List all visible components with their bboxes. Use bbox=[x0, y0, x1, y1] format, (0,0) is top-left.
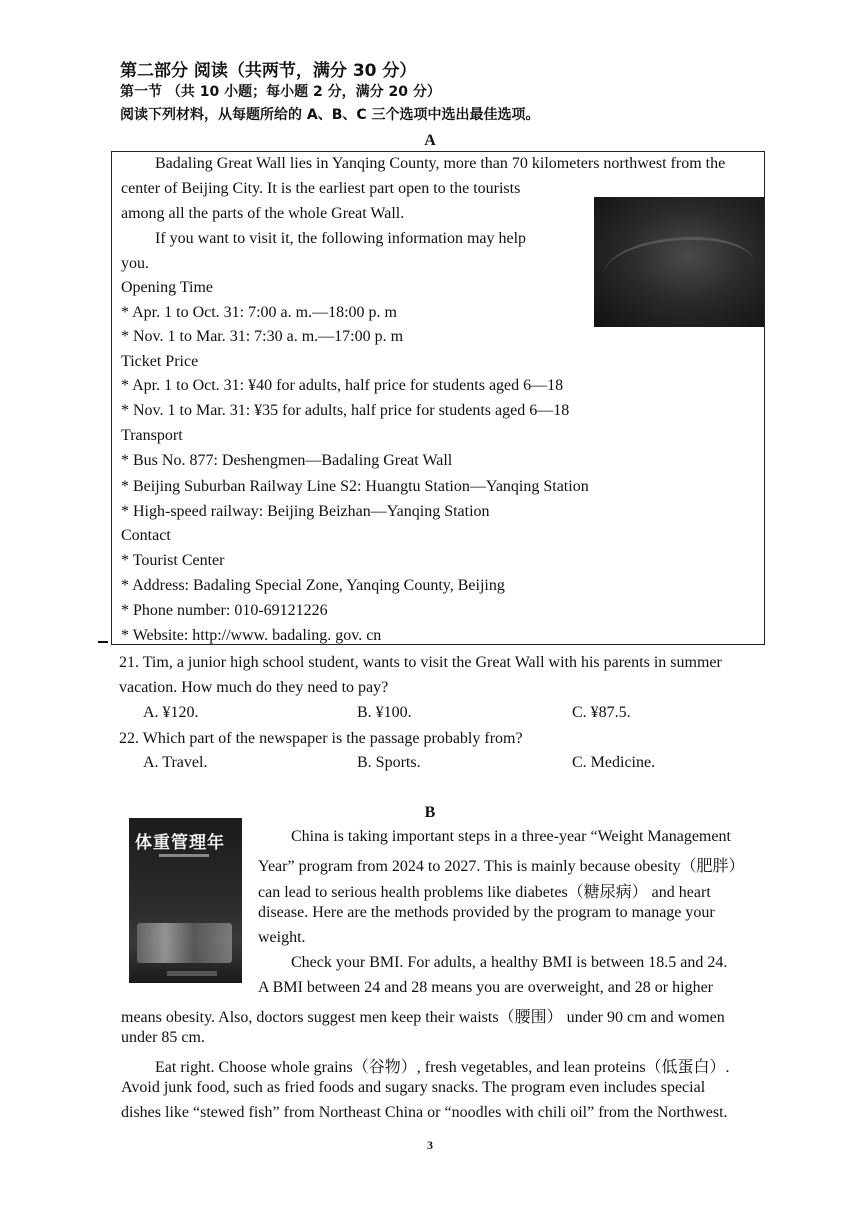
opening-time-item: * Apr. 1 to Oct. 31: 7:00 a. m.—18:00 p. m bbox=[121, 304, 397, 321]
question-21-option-c: C. ¥87.5. bbox=[572, 704, 631, 721]
contact-item: * Tourist Center bbox=[121, 552, 225, 569]
page-number: 3 bbox=[427, 1138, 433, 1152]
ticket-price-item: * Nov. 1 to Mar. 31: ¥35 for adults, half price for students aged 6—18 bbox=[121, 402, 570, 419]
instructions: 阅读下列材料，从每题所给的 A、B、C 三个选项中选出最佳选项。 bbox=[120, 107, 540, 123]
transport-item: * High-speed railway: Beijing Beizhan—Yanqing Station bbox=[121, 503, 490, 520]
passage-b-line: A BMI between 24 and 28 means you are overweight, and 28 or higher bbox=[258, 979, 713, 996]
passage-b-line: disease. Here are the methods provided by the program to manage your bbox=[258, 904, 715, 921]
contact-item: * Website: http://www. badaling. gov. cn bbox=[121, 627, 382, 644]
contact-heading: Contact bbox=[121, 527, 171, 544]
passage-b-label: B bbox=[424, 804, 436, 821]
passage-a-line: Badaling Great Wall lies in Yanqing County, more than 70 kilometers northwest from the bbox=[155, 155, 726, 172]
passage-a-line: center of Beijing City. It is the earliest part open to the tourists bbox=[121, 180, 521, 197]
passage-b-line: Avoid junk food, such as fried foods and sugary snacks. The program even includes special bbox=[121, 1079, 706, 1096]
great-wall-photo bbox=[594, 197, 764, 327]
transport-heading: Transport bbox=[121, 427, 183, 444]
poster-title: 体重管理年 bbox=[135, 833, 225, 853]
contact-item: * Phone number: 010-69121226 bbox=[121, 602, 328, 619]
transport-item: * Beijing Suburban Railway Line S2: Huangtu Station—Yanqing Station bbox=[121, 478, 589, 495]
passage-b-line: under 85 cm. bbox=[121, 1029, 205, 1046]
contact-item: * Address: Badaling Special Zone, Yanqing County, Beijing bbox=[121, 577, 505, 594]
question-22-option-a: A. Travel. bbox=[143, 754, 208, 771]
passage-a-label: A bbox=[424, 132, 436, 149]
passage-a-line: If you want to visit it, the following information may help bbox=[155, 230, 527, 247]
ticket-price-heading: Ticket Price bbox=[121, 353, 199, 370]
question-21-option-a: A. ¥120. bbox=[143, 704, 199, 721]
passage-b-line: means obesity. Also, doctors suggest men keep their waists（腰围） under 90 cm and women bbox=[121, 1009, 725, 1026]
section-title: 第一节 （共 10 小题；每小题 2 分，满分 20 分） bbox=[120, 84, 441, 100]
passage-a-line: among all the parts of the whole Great Wall. bbox=[121, 205, 405, 222]
opening-time-item: * Nov. 1 to Mar. 31: 7:30 a. m.—17:00 p. m bbox=[121, 328, 404, 345]
passage-b-line: China is taking important steps in a three-year “Weight Management bbox=[291, 828, 731, 845]
transport-item: * Bus No. 877: Deshengmen—Badaling Great Wall bbox=[121, 452, 453, 469]
opening-time-heading: Opening Time bbox=[121, 279, 214, 296]
passage-b-line: Year” program from 2024 to 2027. This is mainly because obesity（肥胖） bbox=[258, 858, 745, 875]
passage-b-line: Eat right. Choose whole grains（谷物）, fresh vegetables, and lean proteins（低蛋白）. bbox=[155, 1059, 730, 1076]
question-22-option-c: C. Medicine. bbox=[572, 754, 656, 771]
question-22-stem: 22. Which part of the newspaper is the passage probably from? bbox=[119, 730, 523, 747]
part-title: 第二部分 阅读（共两节，满分 30 分） bbox=[120, 61, 417, 81]
question-21-option-b: B. ¥100. bbox=[357, 704, 412, 721]
passage-b-line: can lead to serious health problems like diabetes（糖尿病） and heart bbox=[258, 884, 711, 901]
weight-management-poster bbox=[129, 818, 242, 983]
question-21-stem: vacation. How much do they need to pay? bbox=[119, 679, 389, 696]
passage-b-line: dishes like “stewed fish” from Northeast China or “noodles with chili oil” from the Northwest. bbox=[121, 1104, 728, 1121]
question-22-option-b: B. Sports. bbox=[357, 754, 421, 771]
passage-b-line: weight. bbox=[258, 929, 306, 946]
ticket-price-item: * Apr. 1 to Oct. 31: ¥40 for adults, half price for students aged 6—18 bbox=[121, 377, 564, 394]
margin-mark bbox=[98, 641, 108, 643]
question-21-stem: 21. Tim, a junior high school student, wants to visit the Great Wall with his parents in summer bbox=[119, 654, 722, 671]
passage-b-line: Check your BMI. For adults, a healthy BMI is between 18.5 and 24. bbox=[291, 954, 728, 971]
passage-a-line: you. bbox=[121, 255, 149, 272]
